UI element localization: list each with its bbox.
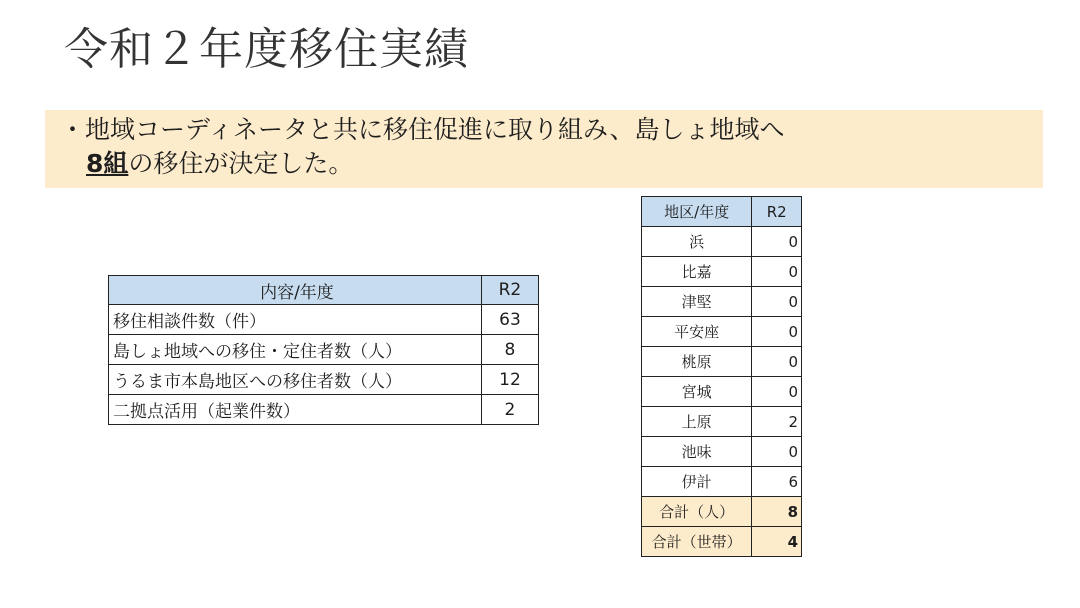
row-value: 8 — [481, 335, 538, 365]
table-header-row — [109, 276, 539, 305]
banner-text-line1: ・地域コーディネータと共に移住促進に取り組み、島しょ地域へ — [60, 115, 785, 144]
total-label: 合計（世帯） — [642, 527, 752, 557]
district-value: 0 — [752, 377, 802, 407]
district-value: 0 — [752, 257, 802, 287]
table-row — [109, 365, 539, 395]
district-name: 平安座 — [642, 317, 752, 347]
district-name: 上原 — [642, 407, 752, 437]
total-value: 4 — [752, 527, 802, 557]
row-label: 移住相談件数（件） — [109, 305, 482, 335]
district-name: 宮城 — [642, 377, 752, 407]
table-row — [642, 227, 802, 257]
row-label: うるま市本島地区への移住者数（人） — [109, 365, 482, 395]
district-value: 0 — [752, 437, 802, 467]
table-row — [642, 257, 802, 287]
table-row — [642, 287, 802, 317]
district-name: 比嘉 — [642, 257, 752, 287]
table-row — [642, 437, 802, 467]
district-value: 6 — [752, 467, 802, 497]
table-row — [109, 305, 539, 335]
table-row — [642, 467, 802, 497]
header-r2: R2 — [752, 197, 802, 227]
table-row — [642, 407, 802, 437]
total-label: 合計（人） — [642, 497, 752, 527]
row-label: 二拠点活用（起業件数） — [109, 395, 482, 425]
row-value: 2 — [481, 395, 538, 425]
district-name: 桃原 — [642, 347, 752, 377]
district-value: 0 — [752, 227, 802, 257]
district-value: 0 — [752, 347, 802, 377]
table-row — [109, 335, 539, 365]
banner-text-rest: の移住が決定した。 — [128, 149, 354, 178]
total-value: 8 — [752, 497, 802, 527]
district-name: 津堅 — [642, 287, 752, 317]
row-value: 63 — [481, 305, 538, 335]
banner-text-line2 — [86, 147, 353, 181]
table-header-row — [642, 197, 802, 227]
district-table — [641, 196, 802, 557]
slide-title: 令和２年度移住実績 — [64, 24, 469, 75]
district-value: 0 — [752, 317, 802, 347]
district-value: 2 — [752, 407, 802, 437]
district-name: 伊計 — [642, 467, 752, 497]
row-label: 島しょ地域への移住・定住者数（人） — [109, 335, 482, 365]
header-r2: R2 — [481, 276, 538, 305]
table-row — [642, 317, 802, 347]
header-district-year: 地区/年度 — [642, 197, 752, 227]
district-name: 浜 — [642, 227, 752, 257]
district-name: 池味 — [642, 437, 752, 467]
total-row-people — [642, 497, 802, 527]
banner-highlight-count: 8組 — [86, 149, 129, 178]
header-content-year: 内容/年度 — [109, 276, 482, 305]
table-row — [642, 347, 802, 377]
migration-summary-table — [108, 275, 539, 425]
table-row — [109, 395, 539, 425]
district-value: 0 — [752, 287, 802, 317]
total-row-households — [642, 527, 802, 557]
table-row — [642, 377, 802, 407]
row-value: 12 — [481, 365, 538, 395]
